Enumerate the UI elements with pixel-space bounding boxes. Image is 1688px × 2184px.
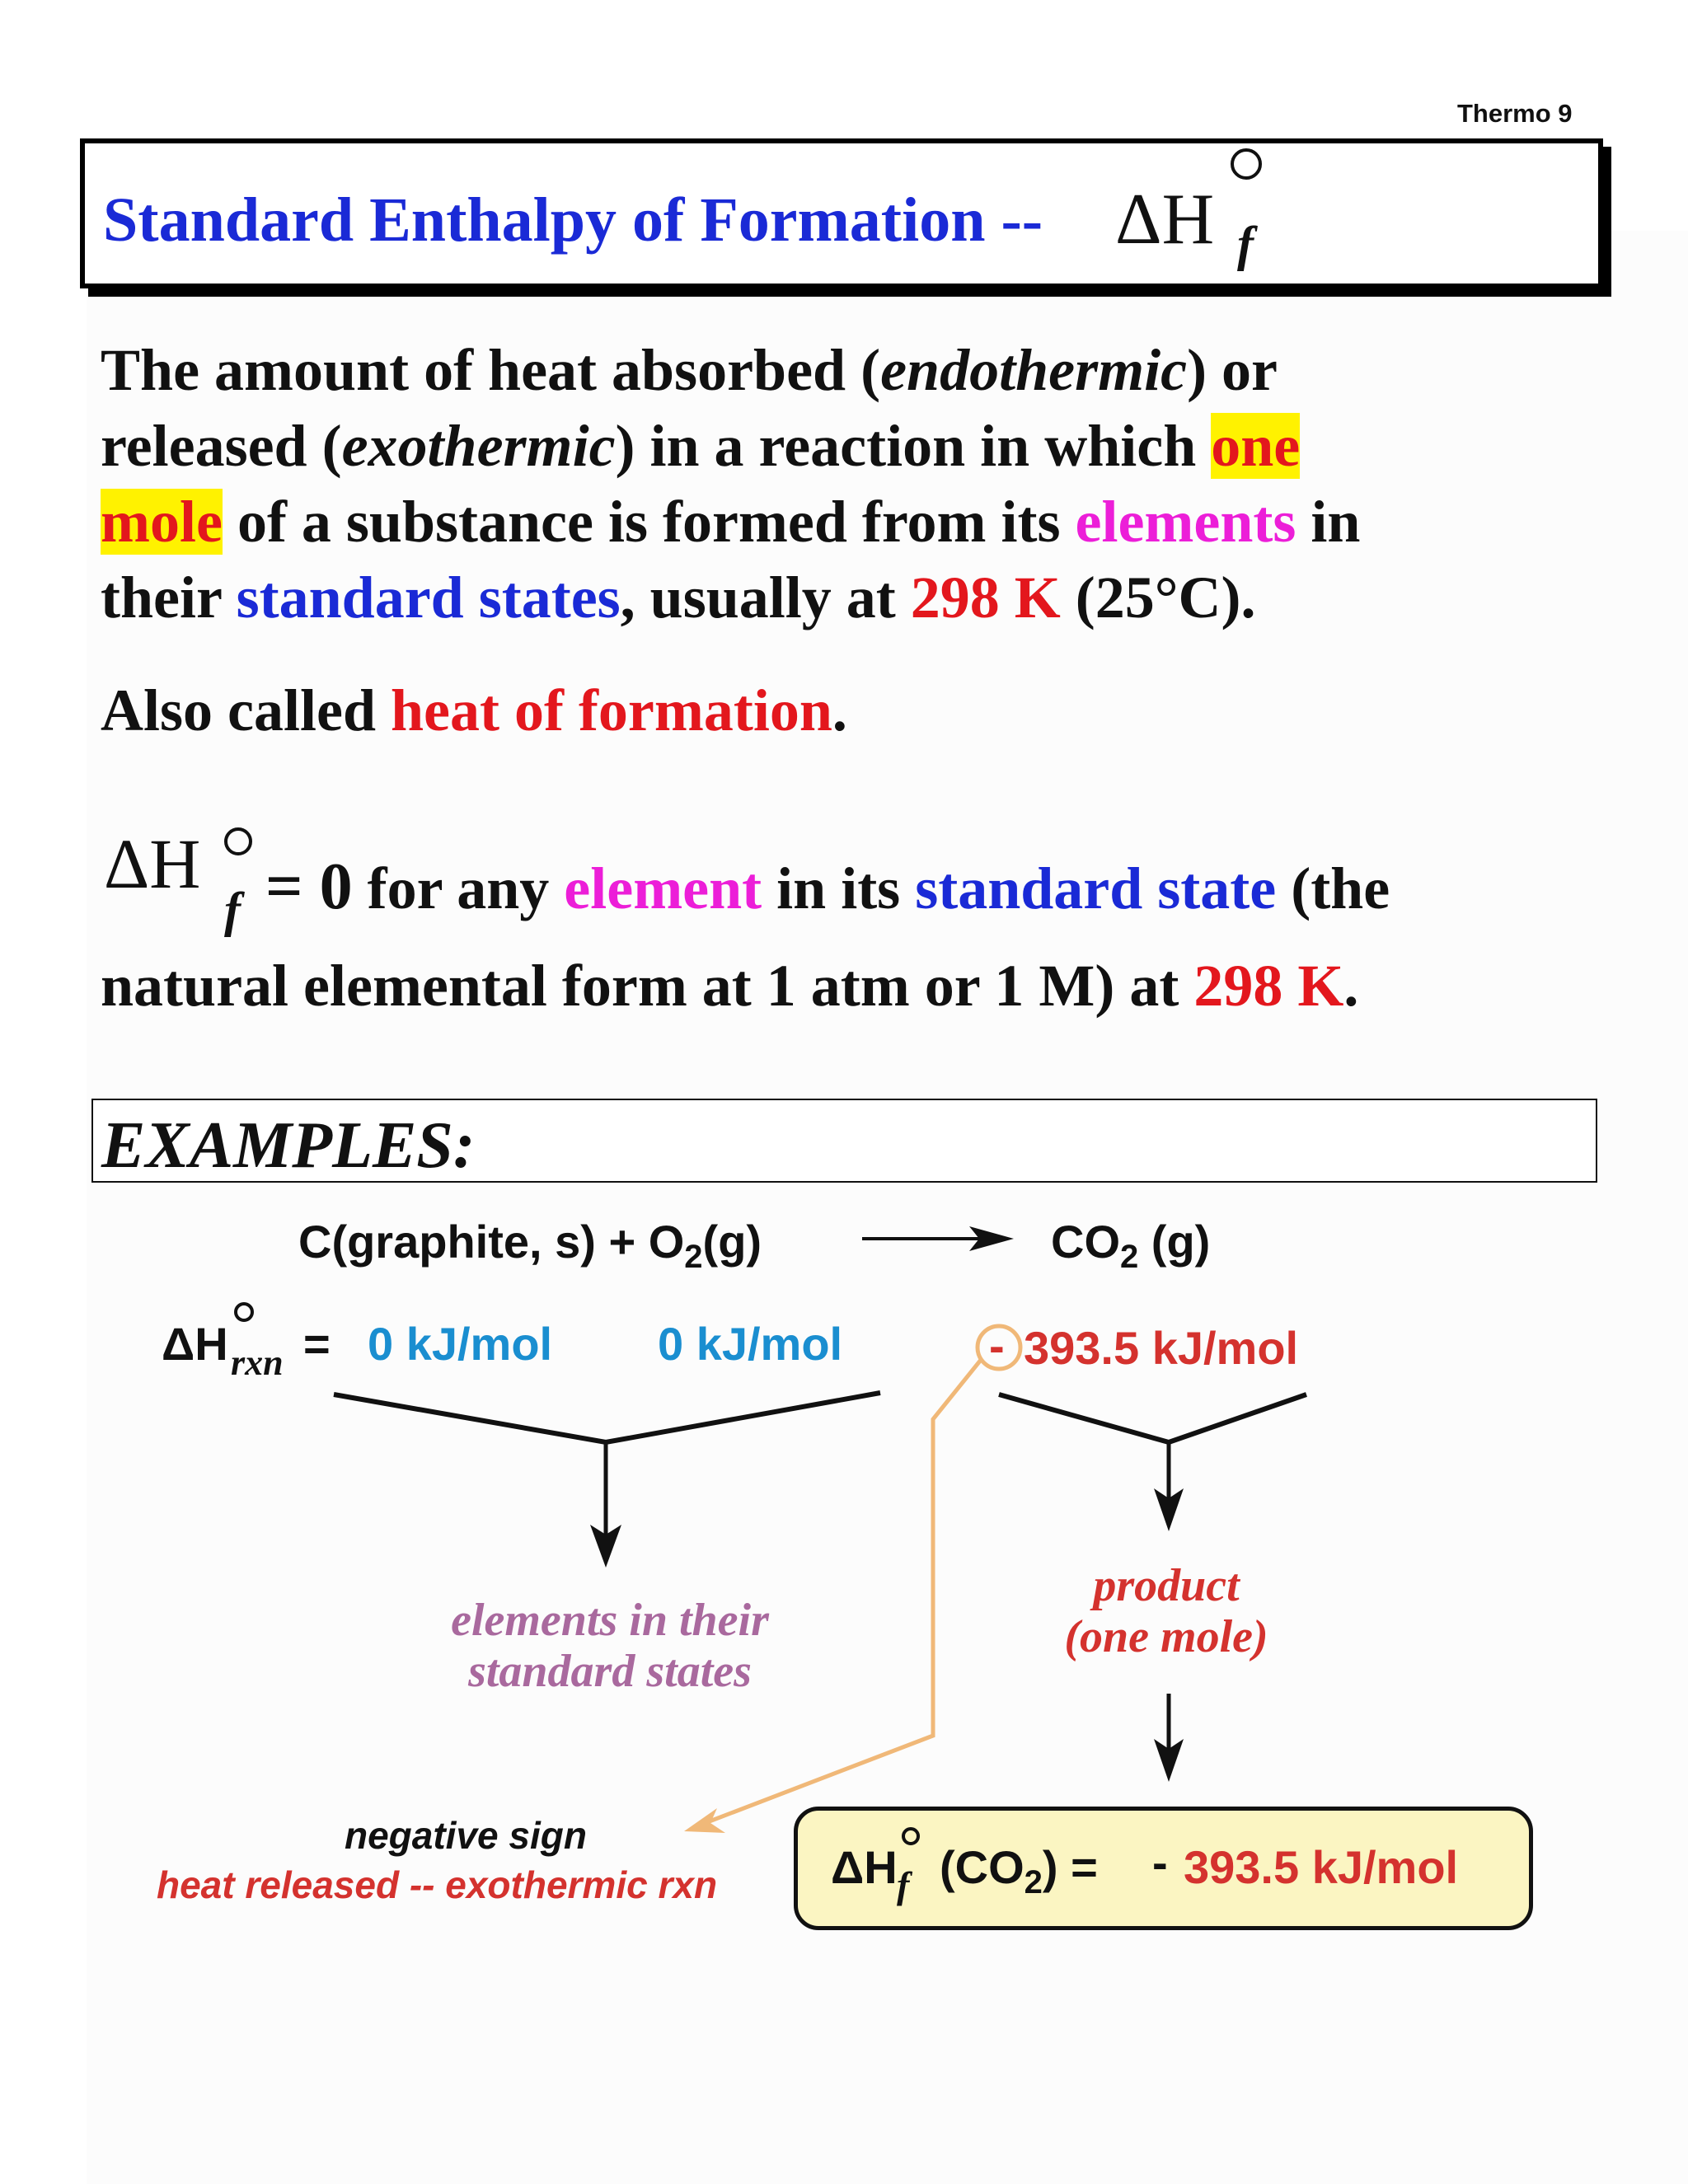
title-delta-h: ΔH — [1115, 180, 1215, 260]
result-compound — [940, 1840, 1098, 1901]
term-endothermic: endothermic — [880, 337, 1188, 403]
text: (one mole) — [1064, 1611, 1268, 1662]
text: ) = — [1042, 1841, 1098, 1893]
reaction-arrow — [862, 1226, 1014, 1251]
text: (g) — [702, 1216, 762, 1268]
text: . — [832, 677, 847, 743]
page-title: Standard Enthalpy of Formation -- — [103, 185, 1043, 255]
text: product — [1093, 1560, 1240, 1611]
subscript: 2 — [1024, 1864, 1043, 1901]
value-co2: 393.5 kJ/mol — [1024, 1322, 1299, 1374]
caption-product — [997, 1560, 1335, 1662]
result-label: ΔH — [831, 1841, 898, 1893]
value-oxygen: 0 kJ/mol — [658, 1318, 843, 1370]
text: in — [1296, 489, 1361, 555]
highlight-one: one — [1211, 413, 1301, 479]
text: (g) — [1138, 1216, 1211, 1268]
term-elements: elements — [1075, 489, 1296, 555]
text: released ( — [101, 413, 342, 479]
text: . — [1343, 953, 1359, 1019]
term-exothermic: exothermic — [341, 413, 616, 479]
caption-elements — [387, 1595, 832, 1697]
enthalpy-label-sub: rxn — [231, 1343, 284, 1383]
text: ) or — [1187, 337, 1278, 403]
text: ΔH — [162, 1318, 228, 1370]
text: standard states — [468, 1646, 752, 1697]
term-standard-states: standard states — [236, 565, 621, 630]
equals-sign: = — [303, 1318, 331, 1370]
text: Also called — [101, 677, 391, 743]
rule-subscript: f — [224, 883, 241, 937]
negative-sign-annotation — [684, 1326, 1020, 1833]
text: of a substance is formed from its — [222, 489, 1076, 555]
text: elements in their — [451, 1595, 769, 1646]
term-298k: 298 K — [1193, 953, 1344, 1019]
term-heat-of-formation: heat of formation — [390, 677, 832, 743]
result-value: 393.5 kJ/mol — [1184, 1841, 1459, 1893]
caption-negative-sign: negative sign — [345, 1814, 587, 1857]
term-298k: 298 K — [910, 565, 1061, 630]
examples-label: EXAMPLES: — [101, 1109, 476, 1182]
text: for any — [352, 855, 565, 921]
elements-bracket — [334, 1393, 880, 1568]
value-graphite: 0 kJ/mol — [368, 1318, 553, 1370]
text: natural elemental form at 1 atm or 1 M) at — [101, 953, 1194, 1019]
text: (the — [1276, 855, 1390, 921]
text: C(graphite, s) + O — [298, 1216, 685, 1268]
caption-heat-released: heat released -- exothermic rxn — [157, 1863, 718, 1906]
text: The amount of heat absorbed ( — [101, 337, 881, 403]
text: (CO — [940, 1841, 1025, 1893]
result-minus-sign: - — [1152, 1836, 1168, 1888]
result-label-sub: f — [897, 1864, 910, 1906]
rule-delta-h: ΔH — [104, 824, 201, 903]
text: CO — [1051, 1216, 1120, 1268]
term-standard-state: standard state — [915, 855, 1277, 921]
text: their — [101, 565, 237, 630]
text: ) in a reaction in which — [615, 413, 1212, 479]
text: , usually at — [620, 565, 911, 630]
text: = 0 — [265, 851, 353, 923]
result-box — [794, 1807, 1533, 1930]
text: (25°C). — [1060, 565, 1256, 630]
text: in its — [762, 855, 916, 921]
subscript: 2 — [684, 1239, 703, 1276]
degree-symbol-icon — [902, 1827, 920, 1845]
term-element: element — [564, 855, 762, 921]
subscript: 2 — [1120, 1239, 1139, 1276]
title-subscript: f — [1237, 217, 1254, 271]
highlight-mole: mole — [101, 489, 223, 555]
page-label: Thermo 9 — [1457, 99, 1573, 128]
minus-sign: - — [989, 1319, 1005, 1371]
